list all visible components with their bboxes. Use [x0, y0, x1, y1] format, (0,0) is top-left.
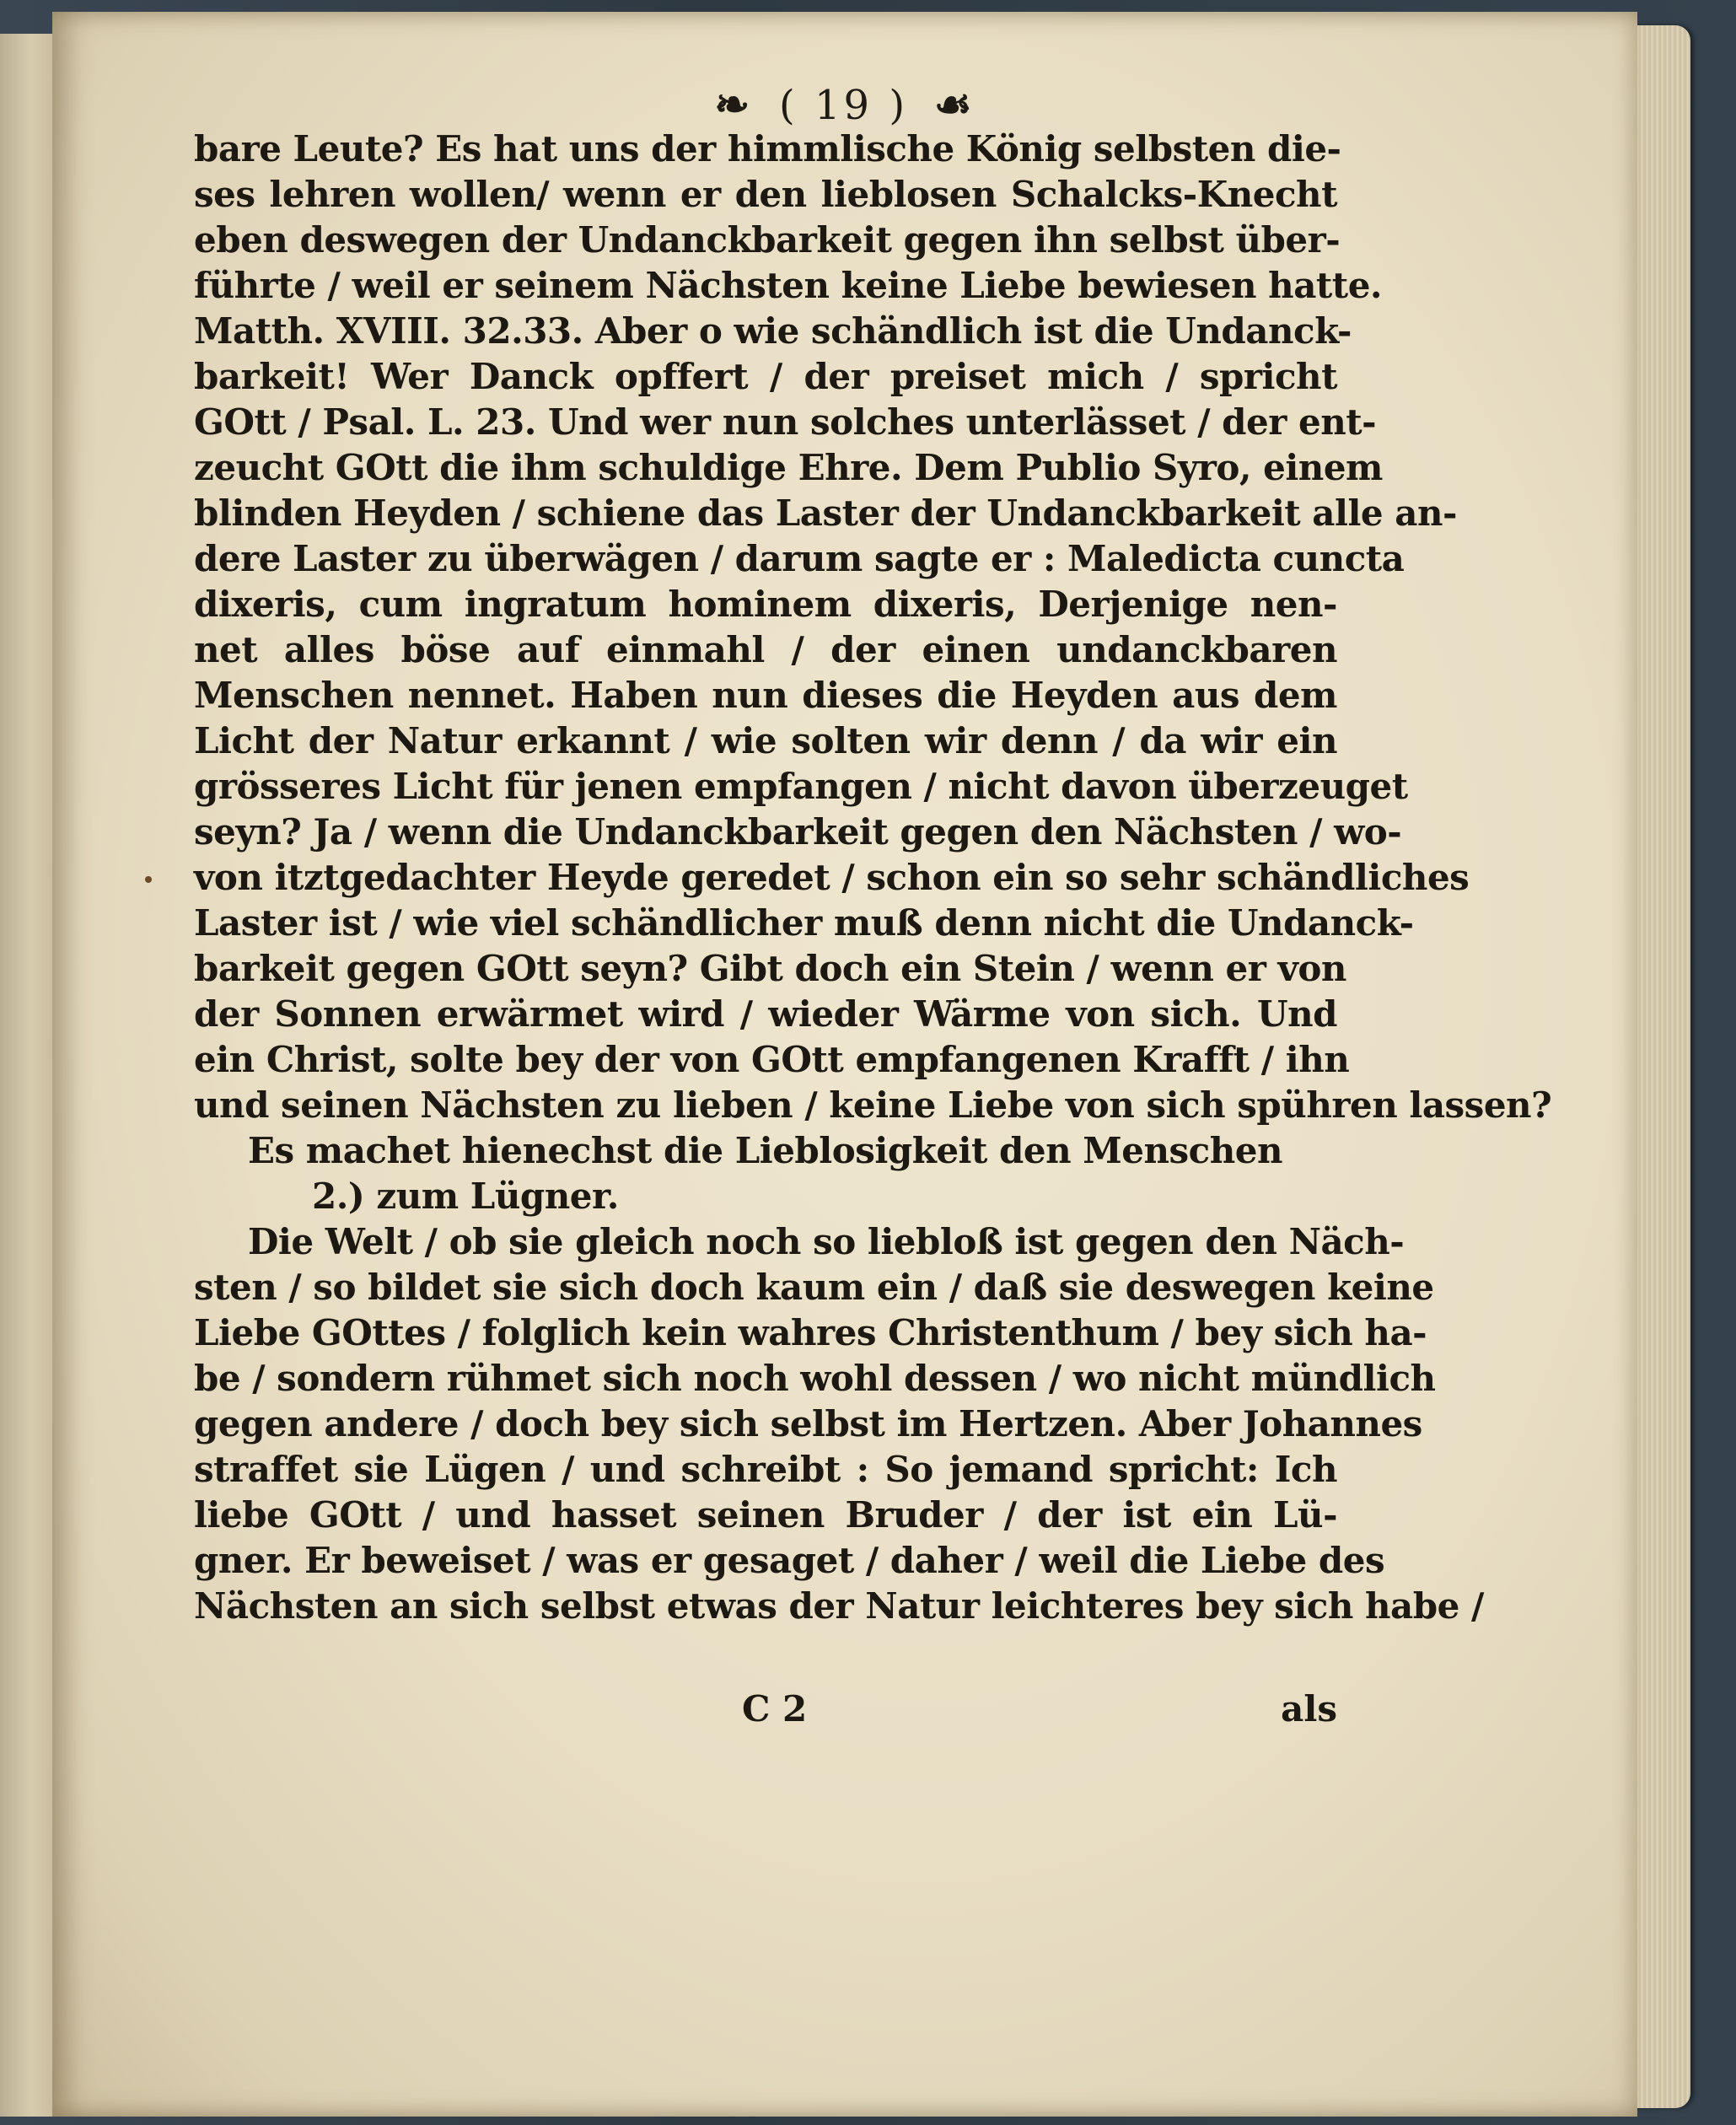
text-line: dere Laster zu überwägen / darum sagte er : Maledicta cuncta	[194, 538, 1405, 579]
body-text	[194, 126, 1552, 1629]
text-line: der Sonnen erwärmet wird / wieder Wärme von sich. Und	[194, 993, 1337, 1035]
text-line: Nächsten an sich selbst etwas der Natur leichteres bey sich habe /	[194, 1585, 1484, 1627]
page-number: ( 19 )	[779, 82, 909, 129]
page-footer	[194, 1688, 1337, 1739]
text-line: Matth. XVIII. 32.33. Aber o wie schändlich ist die Undanck-	[194, 310, 1352, 352]
text-line: liebe GOtt / und hasset seinen Bruder / der ist ein Lü-	[194, 1494, 1337, 1536]
text-line: führte / weil er seinem Nächsten keine Liebe bewiesen hatte.	[194, 265, 1383, 306]
text-line: grösseres Licht für jenen empfangen / nicht davon überzeuget	[194, 766, 1408, 807]
signature-mark: C 2	[742, 1688, 808, 1730]
ornament-left-icon: ❧	[714, 79, 754, 129]
catchword: als	[1281, 1688, 1337, 1730]
text-line: ses lehren wollen/ wenn er den lieblosen Schalcks-Knecht	[194, 174, 1337, 215]
text-line: ein Christ, solte bey der von GOtt empfangenen Krafft / ihn	[194, 1039, 1350, 1080]
text-line: barkeit gegen GOtt seyn? Gibt doch ein Stein / wenn er von	[194, 948, 1346, 989]
text-line: Laster ist / wie viel schändlicher muß denn nicht die Undanck-	[194, 902, 1414, 944]
text-line: Licht der Natur erkannt / wie solten wir denn / da wir ein	[194, 720, 1337, 761]
text-line: und seinen Nächsten zu lieben / keine Liebe von sich spühren lassen?	[194, 1084, 1552, 1126]
text-line: GOtt / Psal. L. 23. Und wer nun solches unterlässet / der ent-	[194, 401, 1377, 443]
text-line: sten / so bildet sie sich doch kaum ein / daß sie deswegen keine	[194, 1267, 1434, 1308]
ornament-right-icon: ☙	[933, 79, 975, 129]
text-line: eben deswegen der Undanckbarkeit gegen ihn selbst über-	[194, 219, 1341, 261]
text-line: gner. Er beweiset / was er gesaget / daher / weil die Liebe des	[194, 1540, 1385, 1581]
text-line: von itztgedachter Heyde geredet / schon ein so sehr schändliches	[194, 857, 1470, 898]
ink-spot	[145, 876, 152, 883]
text-line: Liebe GOttes / folglich kein wahres Christenthum / bey sich ha-	[194, 1312, 1427, 1353]
text-line: bare Leute? Es hat uns der himmlische König selbsten die-	[194, 128, 1341, 169]
text-line: straffet sie Lügen / und schreibt : So jemand spricht: Ich	[194, 1449, 1337, 1490]
section-heading: 2.) zum Lügner.	[312, 1175, 619, 1217]
page-header	[52, 79, 1637, 129]
text-line: zeucht GOtt die ihm schuldige Ehre. Dem Publio Syro, einem	[194, 447, 1383, 488]
text-line: blinden Heyden / schiene das Laster der Undanckbarkeit alle an-	[194, 492, 1457, 534]
text-line: Die Welt / ob sie gleich noch so liebloß ist gegen den Näch-	[248, 1221, 1405, 1262]
left-page-edge	[0, 34, 54, 2117]
text-line: be / sondern rühmet sich noch wohl dessen / wo nicht mündlich	[194, 1358, 1436, 1399]
text-line: net alles böse auf einmahl / der einen undanckbaren	[194, 629, 1337, 670]
text-line: Menschen nennet. Haben nun dieses die Heyden aus dem	[194, 675, 1337, 716]
paragraph-intro: Es machet hienechst die Lieblosigkeit den Menschen	[248, 1130, 1283, 1171]
text-line: gegen andere / doch bey sich selbst im Hertzen. Aber Johannes	[194, 1403, 1422, 1444]
text-line: dixeris, cum ingratum hominem dixeris, Derjenige nen-	[194, 584, 1337, 625]
text-line: barkeit! Wer Danck opffert / der preiset mich / spricht	[194, 356, 1337, 397]
text-line: seyn? Ja / wenn die Undanckbarkeit gegen den Nächsten / wo-	[194, 811, 1402, 853]
